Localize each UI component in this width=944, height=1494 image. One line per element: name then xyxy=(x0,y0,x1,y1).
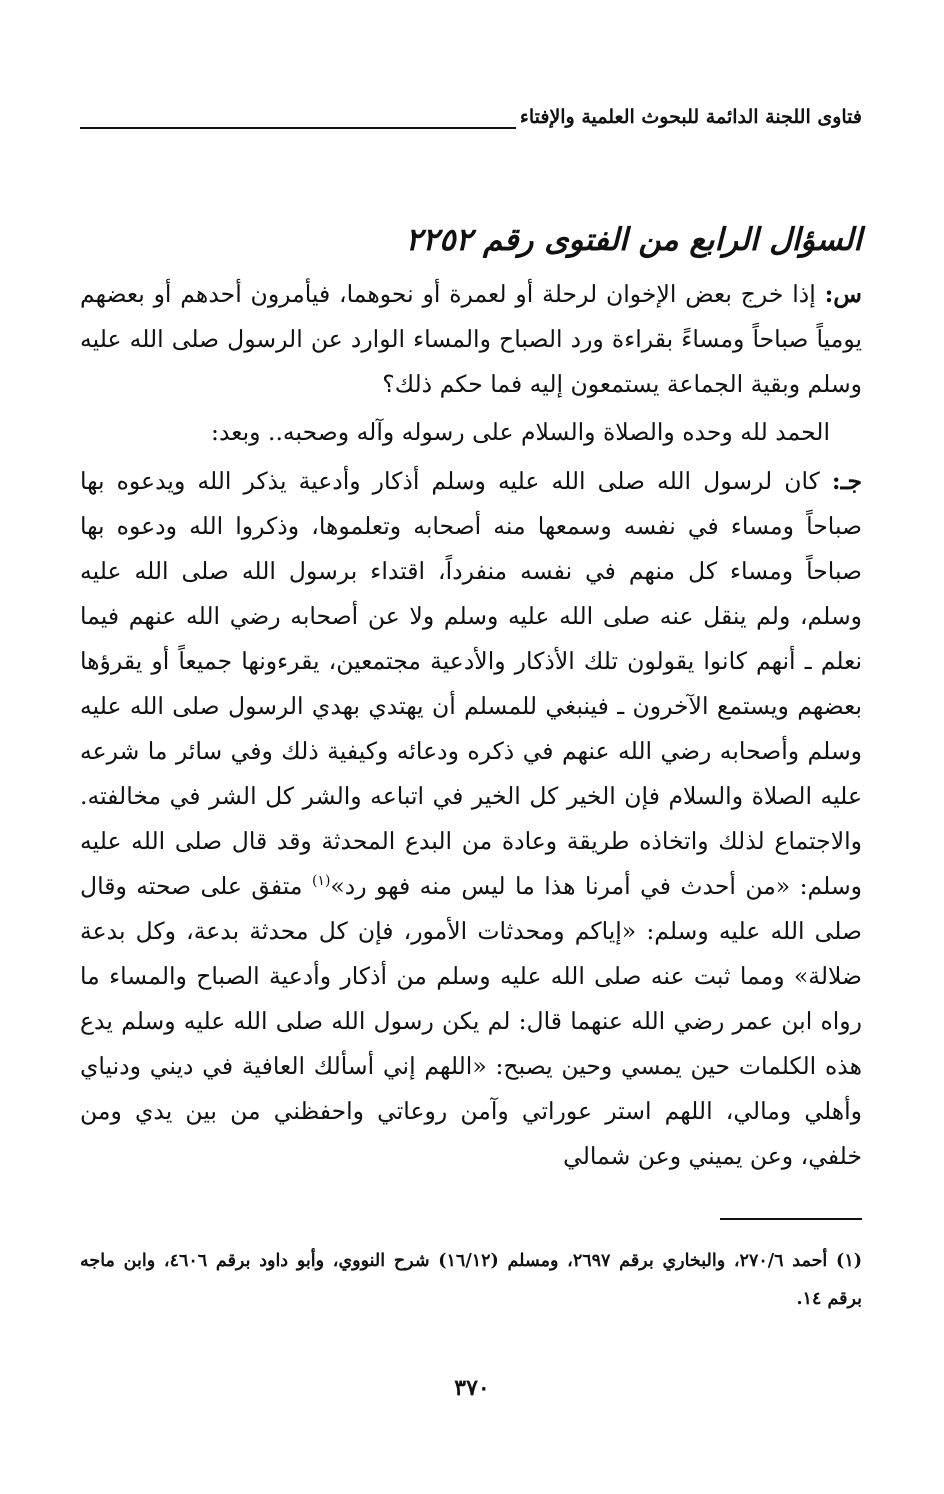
answer-paragraph xyxy=(80,459,862,1179)
page-number: ٣٧٠ xyxy=(454,1375,490,1401)
question-paragraph xyxy=(80,272,862,407)
answer-text-part-1: كان لرسول الله صلى الله عليه وسلم أذكار وأدعية يذكر الله ويدعوه بها صباحاً ومساء في نفسه وسمعها منه أصحابه وتعلموها، وذكروا الله ودعوه بها صباحاً ومساء كل منهم في نفسه منفرداً، اقتداء برسول الله صلى الله عليه وسلم، ولم ينقل عنه صلى الله عليه وسلم ولا عن أصحابه رضي الله عنهم فيما نعلم ـ أنهم كانوا يقولون تلك الأذكار والأدعية مجتمعين، يقرءونها جميعاً أو يقرؤها بعضهم ويستمع الآخرون ـ فينبغي للمسلم أن يهتدي بهدي الرسول صلى الله عليه وسلم وأصحابه رضي الله عنهم في ذكره ودعائه وكيفية ذلك وفي سائر ما شرعه عليه الصلاة والسلام فإن الخير كل الخير في اتباعه والشر كل الشر في مخالفته. والاجتماع لذلك واتخاذه طريقة وعادة من البدع المحدثة وقد قال صلى الله عليه وسلم: «من أحدث في أمرنا هذا ما ليس منه فهو رد» xyxy=(80,467,862,900)
footnote: (١) أحمد ٢٧٠/٦، والبخاري برقم ٢٦٩٧، ومسلم (١٦/١٢) شرح النووي، وأبو داود برقم ٤٦٠٦، وابن ماجه برقم ١٤. xyxy=(80,1251,862,1309)
running-header xyxy=(80,102,862,138)
question-text: إذا خرج بعض الإخوان لرحلة أو لعمرة أو نحوهما، فيأمرون أحدهم أو بعضهم يومياً صباحاً ومساءً بقراءة ورد الصباح والمساء الوارد عن الرسول صلى الله عليه وسلم وبقية الجماعة يستمعون إليه فما حكم ذلك؟ xyxy=(80,280,862,398)
answer-label: جـ: xyxy=(831,467,862,495)
question-label: س: xyxy=(824,280,862,308)
footnote-marker: (١) xyxy=(311,873,331,890)
fatwa-title: السؤال الرابع من الفتوى رقم ٢٢٥٢ xyxy=(405,222,862,258)
running-title: فتاوى اللجنة الدائمة للبحوث العلمية والإفتاء xyxy=(516,102,862,132)
opening-line: الحمد لله وحده والصلاة والسلام على رسوله وآله وصحبه.. وبعد: xyxy=(211,418,830,446)
footnote-rule xyxy=(720,1218,862,1220)
answer-text-part-2: متفق على صحته وقال صلى الله عليه وسلم: «إياكم ومحدثات الأمور، فإن كل محدثة بدعة، وكل بدعة ضلالة» ومما ثبت عنه صلى الله عليه وسلم من أذكار وأدعية الصباح والمساء ما رواه ابن عمر رضي الله عنهما قال: لم يكن رسول الله صلى الله عليه وسلم يدع هذه الكلمات حين يمسي وحين يصبح: «اللهم إني أسألك العافية في ديني ودنياي وأهلي ومالي، اللهم استر عوراتي وآمن روعاتي واحفظني من بين يدي ومن خلفي، وعن يميني وعن شمالي xyxy=(80,872,862,1170)
